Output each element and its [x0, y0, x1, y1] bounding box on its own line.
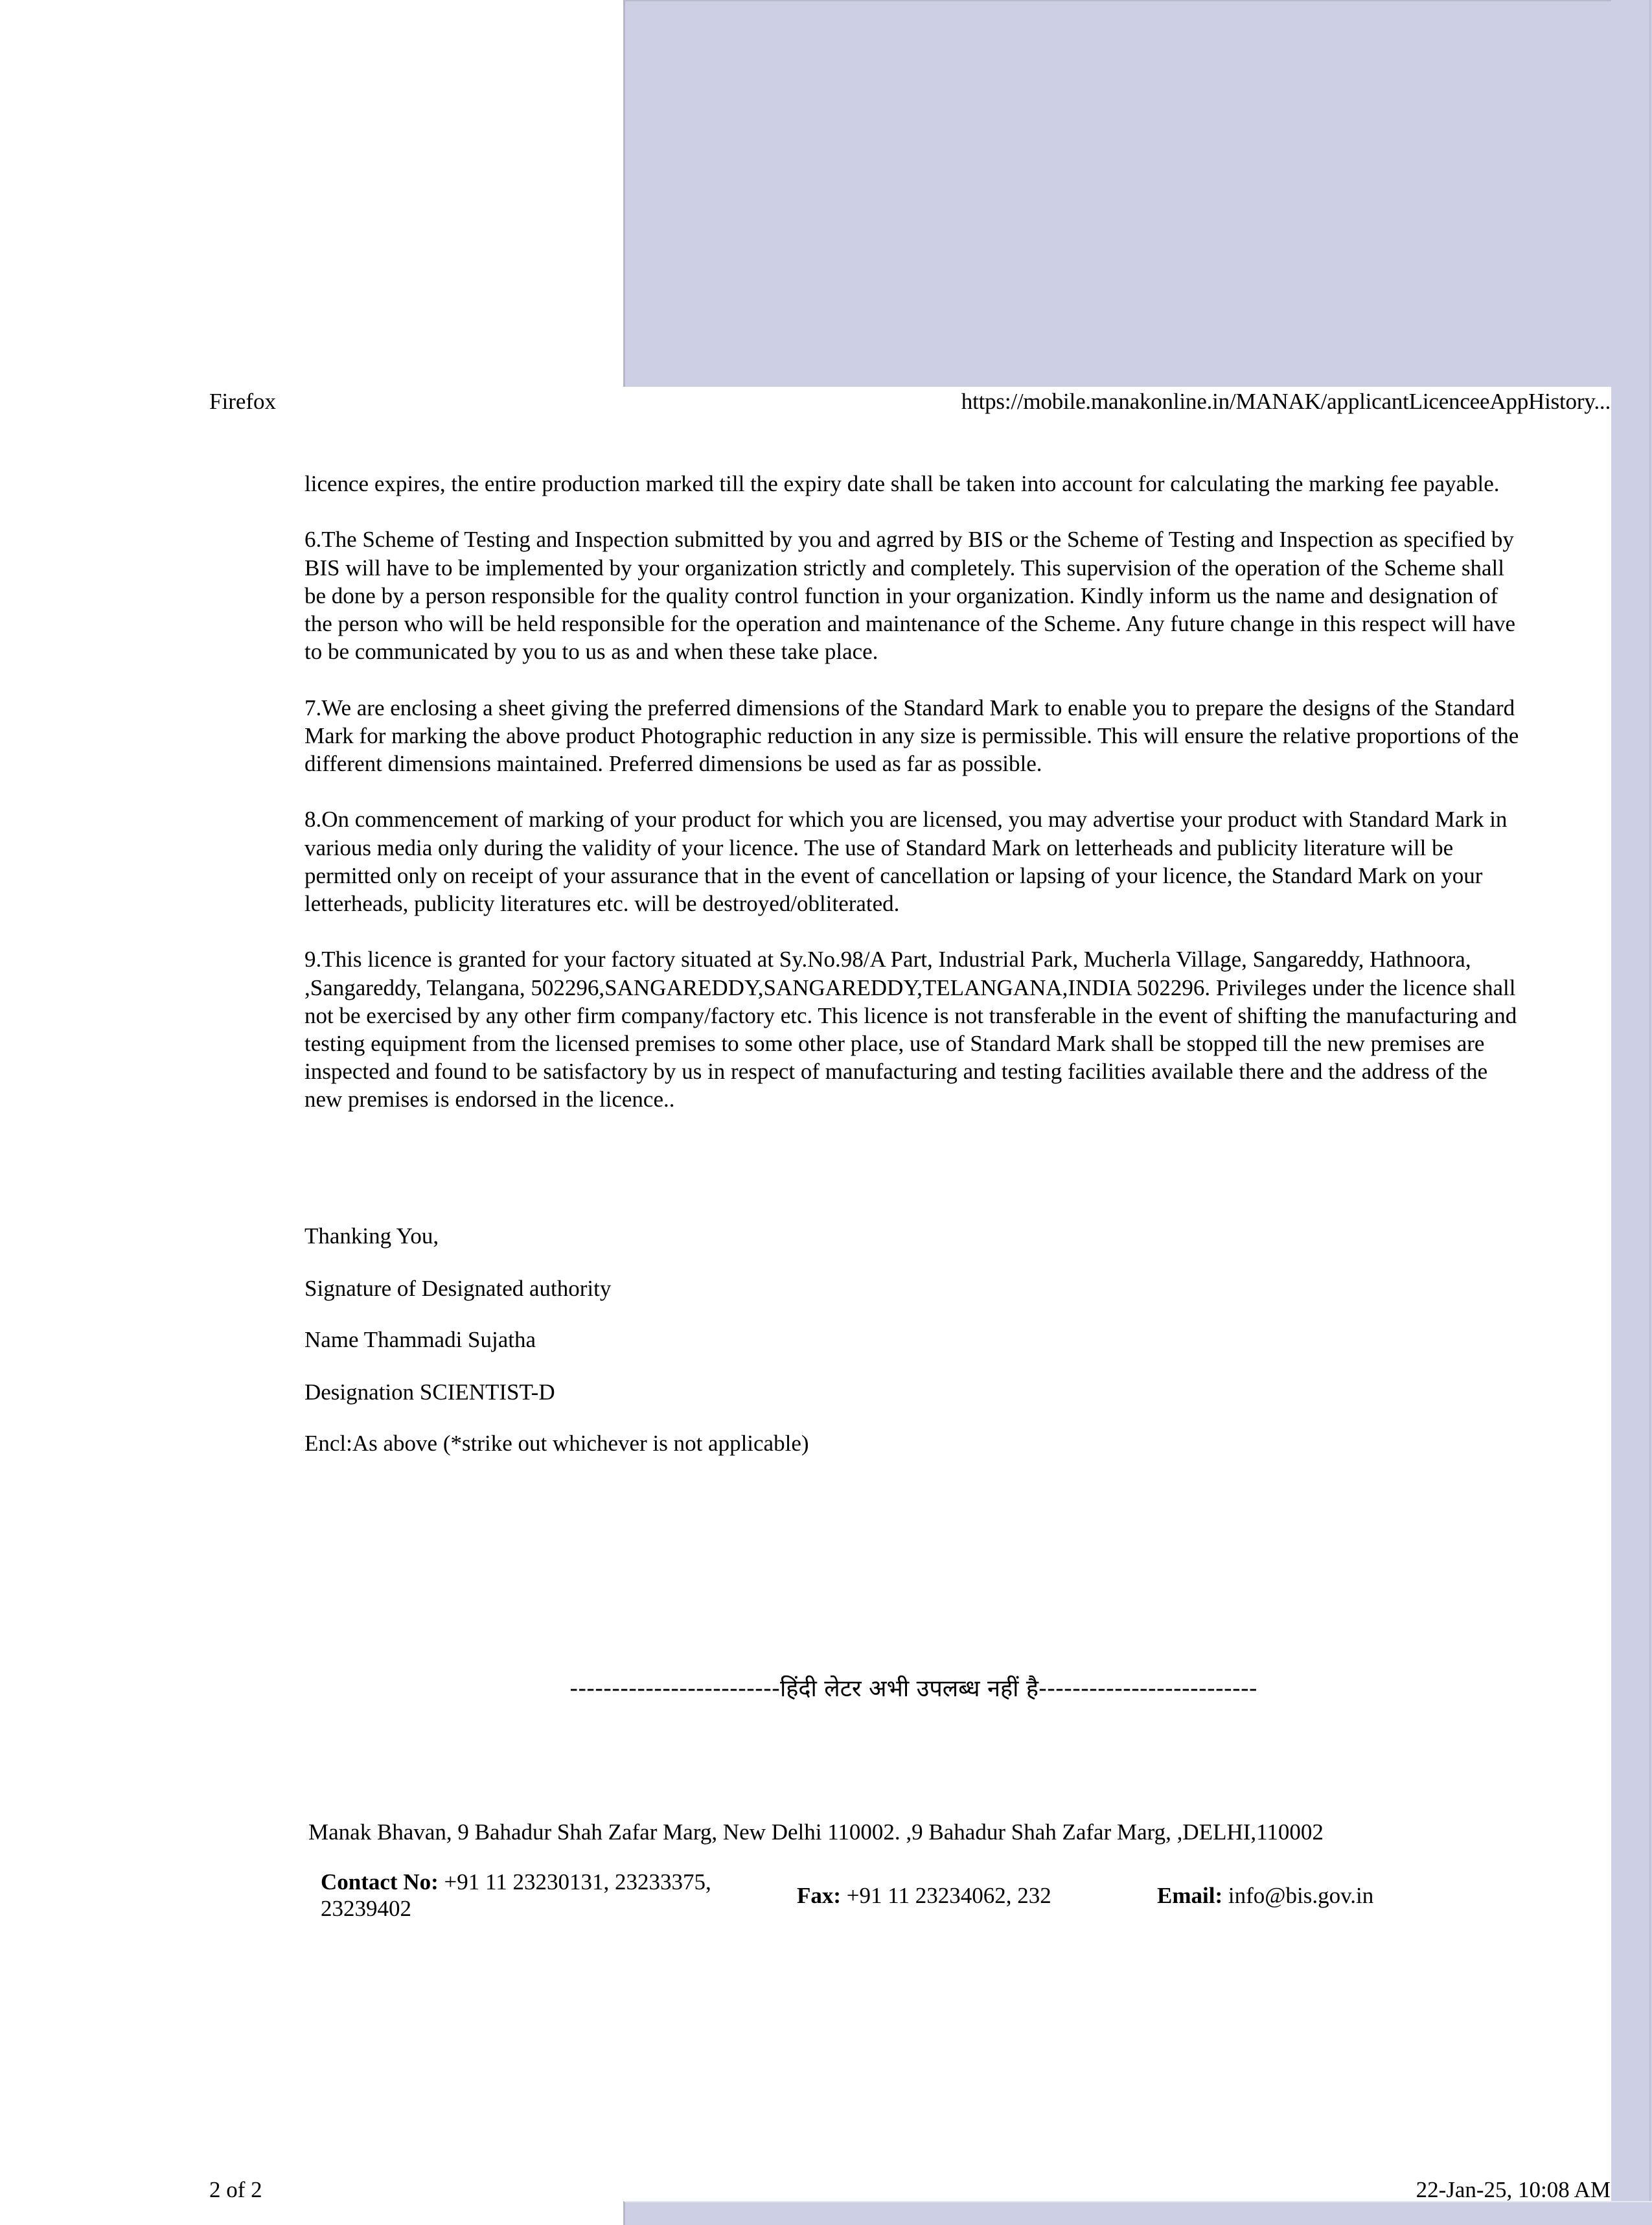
office-address: Manak Bhavan, 9 Bahadur Shah Zafar Marg, New Delhi 110002. ,9 Bahadur Shah Zafar Marg, ,DELHI,110002 [308, 1819, 1324, 1845]
paragraph-7: 7.We are enclosing a sheet giving the preferred dimensions of the Standard Mark to enable you to prepare the designs of the Standard Mark for marking the above product Photographic reduction in any size is permissible. This will ensure the relative proportions of the different dimensions maintained. Preferred dimensions be used as far as possible. [304, 695, 1519, 776]
paragraph-6: 6.The Scheme of Testing and Inspection submitted by you and agrred by BIS or the Scheme of Testing and Inspection as specified by BIS will have to be implemented by your organization strictly and completely. This supervision of the operation of the Scheme shall be done by a person responsible for the quality control function in your organization. Kindly inform us the name and designation of the person who will be held responsible for the operation and maintenance of the Scheme. Any future change in this respect will have to be communicated by you to us as and when these take place. [304, 527, 1516, 665]
print-header-url[interactable]: https://mobile.manakonline.in/MANAK/applicantLicenceeAppHistory... [961, 389, 1611, 414]
page-indicator: 2 of 2 [209, 2177, 262, 2202]
letter-body [304, 470, 1522, 1114]
fax-label: Fax: [797, 1883, 842, 1908]
viewer-background-bottom [623, 2201, 1652, 2225]
enclosure-note: Encl:As above (*strike out whichever is not applicable) [304, 1431, 809, 1456]
fax-value: +91 11 23234062, 232 [846, 1883, 1051, 1908]
hindi-notice-text: हिंदी लेटर अभी उपलब्ध नहीं है [779, 1676, 1039, 1702]
paragraph-9: 9.This licence is granted for your factory situated at Sy.No.98/A Part, Industrial Park, Mucherla Village, Sangareddy, Hathnoora, ,Sangareddy, Telangana, 502296,SANGAREDDY,SANGAREDDY,TELANGANA,INDIA 502296. Privileges under the licence shall not be exercised by any other firm company/factory etc. This licence is not transferable in the event of shifting the manufacturing and testing equipment from the licensed premises to some other place, use of Standard Mark shall be stopped till the new premises are inspected and found to be satisfactory by us in respect of manufacturing and testing facilities available there and the address of the new premises is endorsed in the licence.. [304, 947, 1517, 1112]
contact-value: +91 11 23230131, 23233375, 23239402 [321, 1869, 711, 1921]
viewer-background-top [623, 0, 1652, 387]
closing-line: Thanking You, [304, 1223, 439, 1249]
signatory-designation: Designation SCIENTIST-D [304, 1379, 555, 1405]
print-timestamp: 22-Jan-25, 10:08 AM [1416, 2177, 1611, 2202]
signature-label: Signature of Designated authority [304, 1276, 612, 1301]
email-value[interactable]: info@bis.gov.in [1228, 1883, 1374, 1908]
fax-block [797, 1882, 1051, 1909]
hindi-notice-left-dashes: ------------------------- [569, 1676, 780, 1702]
paragraph-8: 8.On commencement of marking of your product for which you are licensed, you may advertise your product with Standard Mark in various media only during the validity of your licence. The use of Standard Mark on letterheads and publicity literature will be permitted only on receipt of your assurance that in the event of cancellation or lapsing of your licence, the Standard Mark on your letterheads, publicity literatures etc. will be destroyed/obliterated. [304, 807, 1508, 916]
paragraph-continuation: licence expires, the entire production marked till the expiry date shall be taken into account for calculating the marking fee payable. [304, 471, 1500, 496]
print-header-browser-name: Firefox [209, 389, 277, 414]
contact-label: Contact No: [321, 1869, 439, 1895]
contact-number-block [321, 1869, 774, 1922]
email-label: Email: [1157, 1883, 1223, 1908]
hindi-notice [0, 1673, 1652, 1705]
viewer-scroll-strip[interactable] [1611, 0, 1652, 2225]
signatory-name: Name Thammadi Sujatha [304, 1327, 536, 1352]
hindi-notice-right-dashes: -------------------------- [1038, 1676, 1257, 1702]
email-block [1157, 1882, 1373, 1909]
